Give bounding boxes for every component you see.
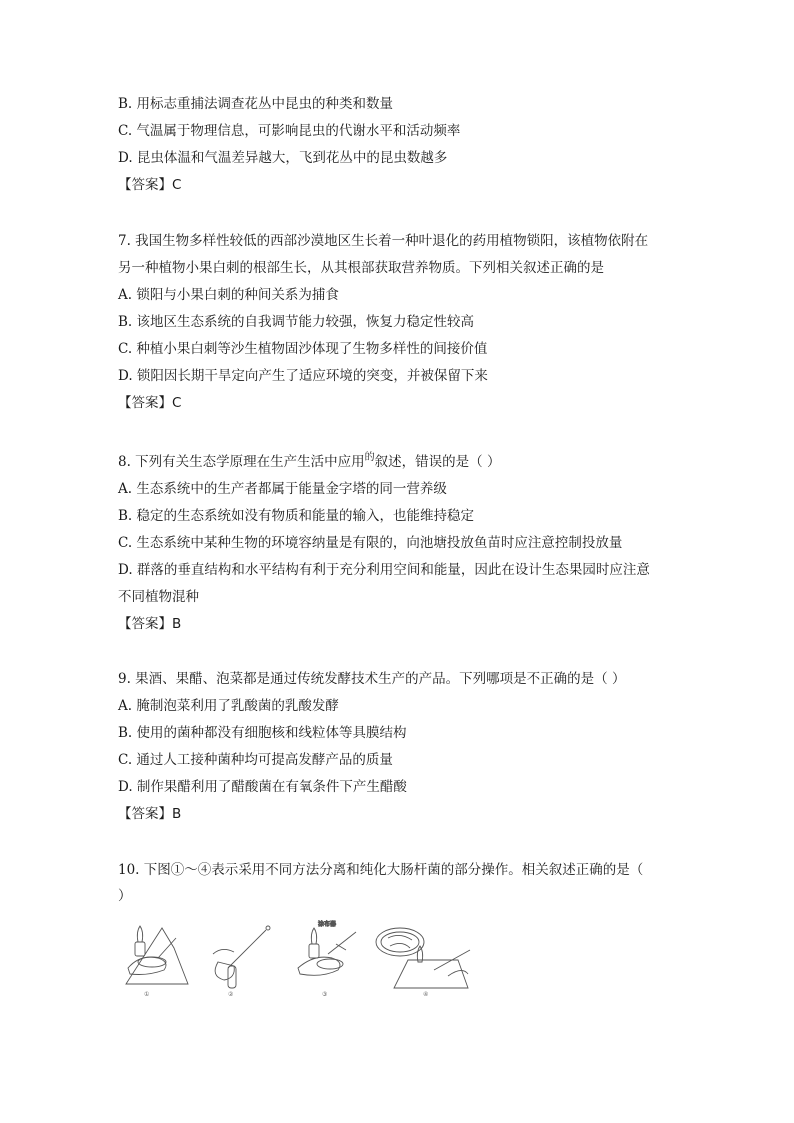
figure-label-2: ② bbox=[228, 991, 234, 998]
q7-stem-line1: 7. 我国生物多样性较低的西部沙漠地区生长着一种叶退化的药用植物锁阳，该植物依附在 bbox=[118, 233, 649, 249]
q9-stem: 9. 果酒、果醋、泡菜都是通过传统发酵技术生产的产品。下列哪项是不正确的是（ ） bbox=[118, 671, 626, 687]
q8-option-c: C. 生态系统中某种生物的环境容纳量是有限的，向池塘投放鱼苗时应注意控制投放量 bbox=[118, 535, 623, 551]
q7-option-a: A. 锁阳与小果白刺的种间关系为捕食 bbox=[118, 287, 339, 303]
q6-option-c: C. 气温属于物理信息，可影响昆虫的代谢水平和活动频率 bbox=[118, 123, 461, 139]
q9-option-b: B. 使用的菌种都没有细胞核和线粒体等具膜结构 bbox=[118, 725, 407, 741]
q8-option-a: A. 生态系统中的生产者都属于能量金字塔的同一营养级 bbox=[118, 481, 447, 497]
q6-answer: 【答案】C bbox=[118, 177, 182, 193]
q7-answer: 【答案】C bbox=[118, 395, 182, 411]
q10-stem-line1: 10. 下图①～④表示采用不同方法分离和纯化大肠杆菌的部分操作。相关叙述正确的是（ bbox=[118, 862, 644, 878]
q7-option-c: C. 种植小果白刺等沙生植物固沙体现了生物多样性的间接价值 bbox=[118, 341, 488, 357]
q9-option-c: C. 通过人工接种菌种均可提高发酵产品的质量 bbox=[118, 752, 393, 768]
figure-label-1: ① bbox=[144, 991, 150, 998]
q10-figure bbox=[118, 918, 478, 998]
figure-panel-4 bbox=[376, 928, 470, 988]
q8-stem bbox=[118, 453, 500, 473]
q9-answer: 【答案】B bbox=[118, 806, 182, 822]
q7-stem-line2: 另一种植物小果白刺的根部生长，从其根部获取营养物质。下列相关叙述正确的是 bbox=[118, 260, 604, 276]
q6-option-b: B. 用标志重捕法调查花丛中昆虫的种类和数量 bbox=[118, 96, 394, 112]
figure-panel-1 bbox=[126, 926, 188, 984]
q7-option-b: B. 该地区生态系统的自我调节能力较强，恢复力稳定性较高 bbox=[118, 314, 475, 330]
figure-label-4: ④ bbox=[423, 991, 429, 998]
q8-option-d-line2: 不同植物混种 bbox=[118, 589, 199, 605]
q8-stem-part2: 叙述，错误的是（ ） bbox=[374, 454, 501, 470]
q10-stem-line2: ） bbox=[118, 888, 132, 904]
q8-stem-part1: 8. 下列有关生态学原理在生产生活中应用 bbox=[118, 454, 365, 470]
q8-stem-superscript: 的 bbox=[364, 452, 375, 463]
figure-panel-3 bbox=[298, 920, 356, 975]
figure-panel-2 bbox=[213, 926, 270, 988]
q9-option-a: A. 腌制泡菜利用了乳酸菌的乳酸发酵 bbox=[118, 698, 339, 714]
q7-option-d: D. 锁阳因长期干旱定向产生了适应环境的突变，并被保留下来 bbox=[118, 368, 488, 384]
figure-label-3: ③ bbox=[322, 991, 328, 998]
spreader-label: 涂布器 bbox=[318, 921, 337, 928]
q8-answer: 【答案】B bbox=[118, 616, 182, 632]
q8-option-d-line1: D. 群落的垂直结构和水平结构有利于充分利用空间和能量，因此在设计生态果园时应注意 bbox=[118, 562, 650, 578]
q8-option-b: B. 稳定的生态系统如没有物质和能量的输入，也能维持稳定 bbox=[118, 508, 475, 524]
q9-option-d: D. 制作果醋利用了醋酸菌在有氧条件下产生醋酸 bbox=[118, 779, 407, 795]
q6-option-d: D. 昆虫体温和气温差异越大，飞到花丛中的昆虫数越多 bbox=[118, 150, 448, 166]
